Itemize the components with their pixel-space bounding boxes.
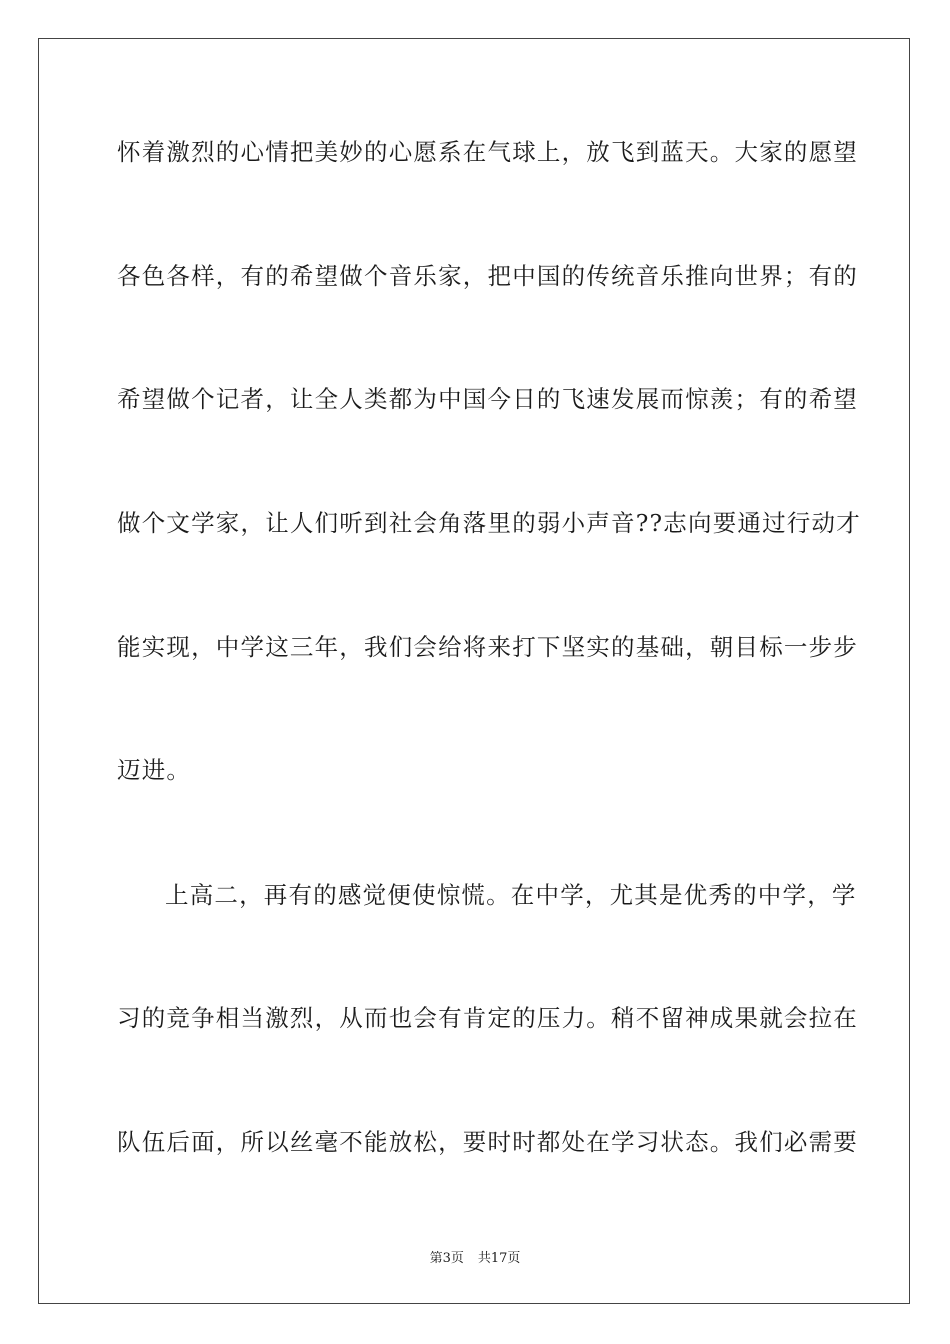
paragraph-line: 队伍后面，所以丝毫不能放松，要时时都处在学习状态。我们必需要 bbox=[117, 1128, 858, 1156]
paragraph-line: 迈进。 bbox=[117, 756, 192, 784]
page-number: 第3页 bbox=[429, 1251, 464, 1266]
paragraph-line: 各色各样，有的希望做个音乐家，把中国的传统音乐推向世界；有的 bbox=[117, 262, 858, 290]
paragraph-line: 做个文学家，让人们听到社会角落里的弱小声音??志向要通过行动才 bbox=[117, 509, 861, 537]
page-footer bbox=[0, 1247, 950, 1266]
page-frame bbox=[38, 38, 910, 1304]
paragraph-line: 能实现，中学这三年，我们会给将来打下坚实的基础，朝目标一步步 bbox=[117, 633, 858, 661]
paragraph-line: 上高二，再有的感觉便使惊慌。在中学，尤其是优秀的中学，学 bbox=[165, 881, 857, 909]
paragraph-line: 习的竞争相当激烈，从而也会有肯定的压力。稍不留神成果就会拉在 bbox=[117, 1004, 858, 1032]
paragraph-line: 希望做个记者，让全人类都为中国今日的飞速发展而惊羡；有的希望 bbox=[117, 385, 858, 413]
page-total: 共17页 bbox=[477, 1251, 521, 1266]
paragraph-line: 怀着激烈的心情把美妙的心愿系在气球上，放飞到蓝天。大家的愿望 bbox=[117, 138, 858, 166]
